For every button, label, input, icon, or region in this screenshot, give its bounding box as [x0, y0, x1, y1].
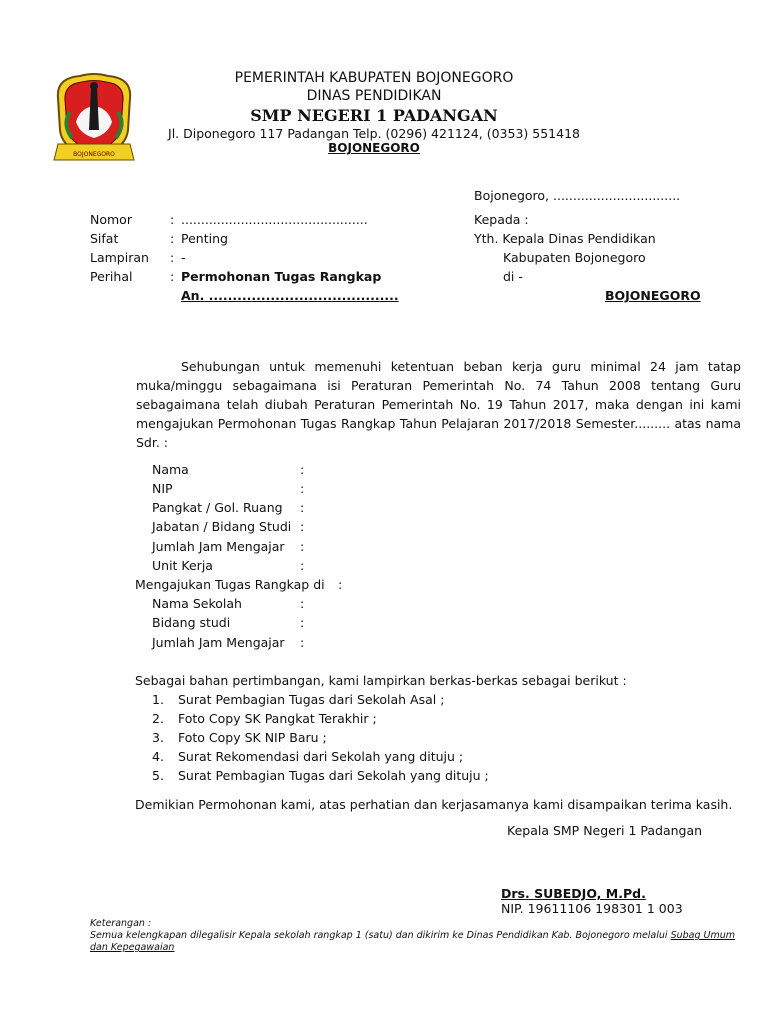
footnote-heading: Keterangan :: [90, 918, 152, 929]
tugas-field-label: Nama Sekolah: [152, 596, 242, 611]
tugas-field-label: Jumlah Jam Mengajar: [152, 635, 285, 650]
signature-title: Kepala SMP Negeri 1 Padangan: [507, 823, 703, 838]
meta-nomor-colon: :: [170, 212, 175, 227]
meta-perihal-label: Perihal: [90, 269, 133, 284]
field-colon: :: [300, 462, 305, 477]
tugas-field-colon: :: [300, 596, 305, 611]
footnote-link: Subag Umum dan Kepegawaian: [90, 930, 736, 953]
body-paragraph: Sehubungan untuk memenuhi ketentuan beban kerja guru minimal 24 jam tatap muka/minggu sebagaimana isi Peraturan Pemerintah No. 74 Tahun 2008 tentang Guru sebagaimana telah diubah Peraturan Pemerintah No. 19 Tahun 2017, maka dengan ini kami mengajukan Permohonan Tugas Rangkap Tahun Pelajaran 2017/2018 Semester......... atas nama Sdr. :: [136, 359, 741, 450]
field-label: Jumlah Jam Mengajar: [152, 539, 285, 554]
header-department: DINAS PENDIDIKAN: [306, 88, 442, 104]
lampiran-intro: Sebagai bahan pertimbangan, kami lampirkan berkas-berkas sebagai berikut :: [135, 673, 627, 688]
tugas-heading-colon: :: [338, 577, 343, 592]
field-label: Nama: [152, 462, 189, 477]
list-item-number: 4.: [152, 749, 164, 764]
field-label: Unit Kerja: [152, 558, 213, 573]
footnote-body: [90, 930, 750, 954]
recipient-di: di -: [503, 269, 523, 284]
tugas-heading: Mengajukan Tugas Rangkap di: [135, 577, 325, 592]
field-label: Pangkat / Gol. Ruang: [152, 500, 283, 515]
signature-nip: NIP. 19611106 198301 1 003: [501, 901, 683, 916]
meta-lampiran-colon: :: [170, 250, 175, 265]
list-item-text: Surat Rekomendasi dari Sekolah yang dituju ;: [178, 749, 464, 764]
list-item-text: Surat Pembagian Tugas dari Sekolah Asal ;: [178, 692, 445, 707]
meta-sifat-label: Sifat: [90, 231, 119, 246]
field-colon: :: [300, 539, 305, 554]
header-school-name: SMP NEGERI 1 PADANGAN: [250, 106, 498, 125]
field-label: NIP: [152, 481, 173, 496]
svg-text:BOJONEGORO: BOJONEGORO: [73, 151, 115, 158]
regency-logo: [50, 68, 138, 168]
field-colon: :: [300, 500, 305, 515]
footnote-text: Semua kelengkapan dilegalisir Kepala sekolah rangkap 1 (satu) dan dikirim ke Dinas Pendidikan Kab. Bojonegoro melalui: [90, 930, 668, 941]
list-item-number: 1.: [152, 692, 164, 707]
field-label: Jabatan / Bidang Studi: [152, 519, 292, 534]
meta-lampiran-label: Lampiran: [90, 250, 149, 265]
footnote: [90, 918, 750, 954]
tugas-field-colon: :: [300, 635, 305, 650]
closing-sentence: Demikian Permohonan kami, atas perhatian dan kerjasamanya kami disampaikan terima kasih.: [135, 797, 733, 812]
field-colon: :: [300, 558, 305, 573]
header-address: Jl. Diponegoro 117 Padangan Telp. (0296) 421124, (0353) 551418: [168, 126, 580, 141]
header-city: BOJONEGORO: [328, 141, 420, 155]
tugas-field-label: Bidang studi: [152, 615, 231, 630]
list-item-number: 5.: [152, 768, 164, 783]
date-line: Bojonegoro, ................................: [474, 188, 681, 203]
field-colon: :: [300, 481, 305, 496]
meta-lampiran-value: -: [181, 250, 186, 265]
list-item-text: Foto Copy SK Pangkat Terakhir ;: [178, 711, 377, 726]
list-item-text: Foto Copy SK NIP Baru ;: [178, 730, 327, 745]
meta-sifat-value: Penting: [181, 231, 228, 246]
list-item-text: Surat Pembagian Tugas dari Sekolah yang dituju ;: [178, 768, 489, 783]
recipient-kepada: Kepada :: [474, 212, 529, 227]
meta-nomor-label: Nomor: [90, 212, 132, 227]
recipient-kabupaten: Kabupaten Bojonegoro: [503, 250, 646, 265]
an-line: An. ........................................: [181, 288, 399, 303]
meta-perihal-colon: :: [170, 269, 175, 284]
meta-nomor-value: ...............................................: [181, 212, 368, 227]
recipient-city: BOJONEGORO: [605, 288, 701, 303]
signature-name: Drs. SUBEDJO, M.Pd.: [501, 886, 646, 901]
field-colon: :: [300, 519, 305, 534]
list-item-number: 3.: [152, 730, 164, 745]
list-item-number: 2.: [152, 711, 164, 726]
recipient-yth: Yth. Kepala Dinas Pendidikan: [474, 231, 656, 246]
header-government: PEMERINTAH KABUPATEN BOJONEGORO: [234, 70, 514, 86]
meta-sifat-colon: :: [170, 231, 175, 246]
tugas-field-colon: :: [300, 615, 305, 630]
meta-perihal-value: Permohonan Tugas Rangkap: [181, 269, 382, 284]
